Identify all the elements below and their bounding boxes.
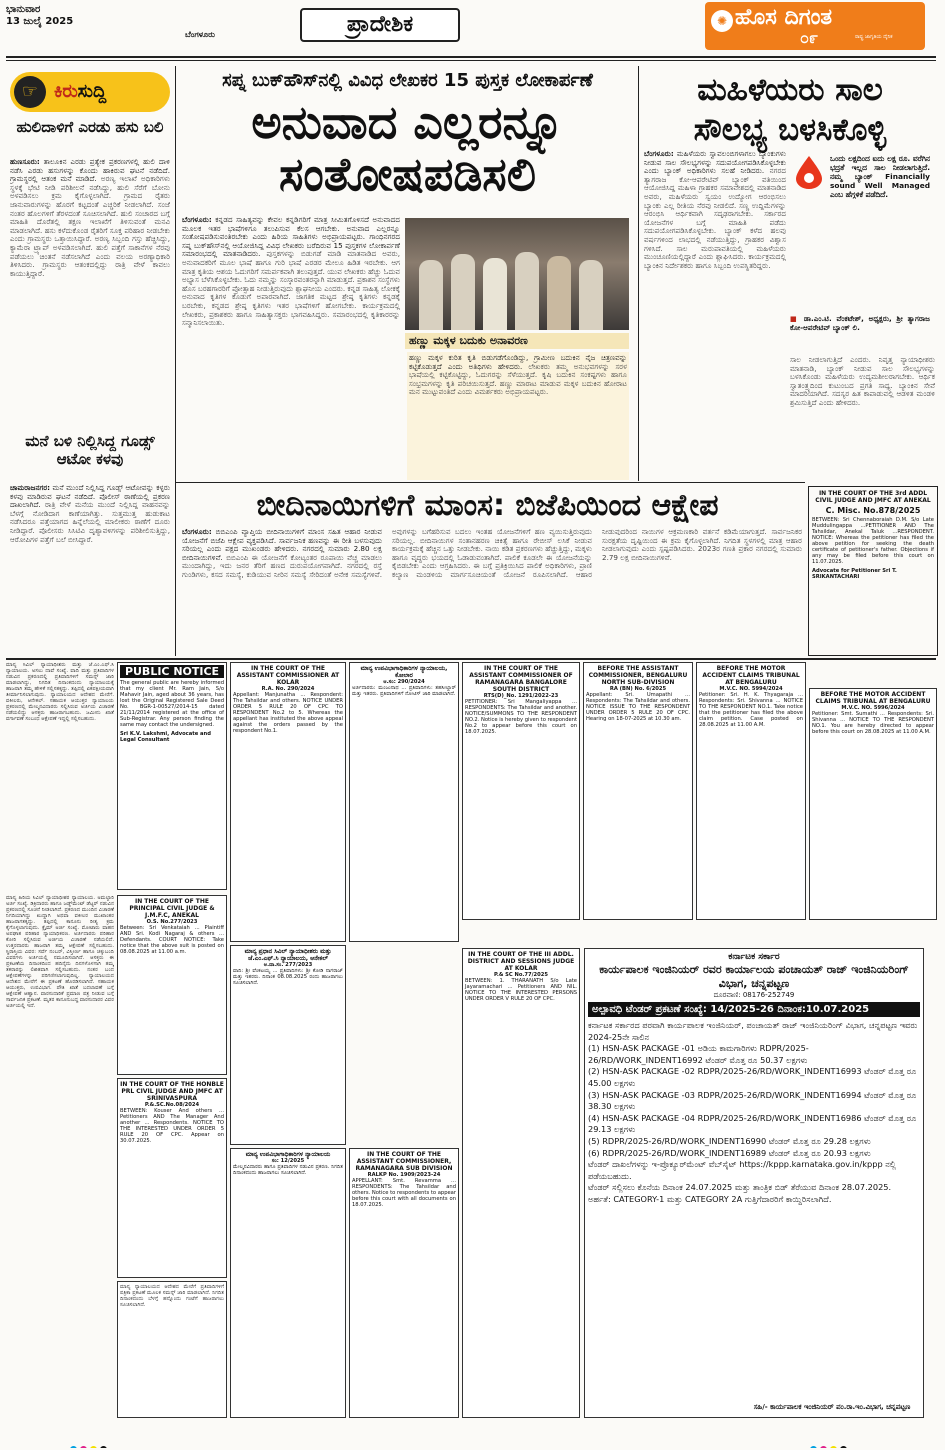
right-story-headline: ಮಹಿಳೆಯರು ಸಾಲ ಸೌಲಭ್ಯ ಬಳಸಿಕೊಳ್ಳಿ [693, 72, 887, 148]
public-notice-advocate: Sri K.V. Lakshmi, Advocate and Legal Consultant [120, 731, 211, 743]
main-story-body: ಬೆಂಗಳೂರು: ಕನ್ನಡದ ಸಾಹಿತ್ಯವನ್ನು ಕೇವಲ ಕನ್ನಡಿಗರಿಗೆ ಮಾತ್ರ ಸೀಮಿತಗೊಳಿಸದೆ ಅನುವಾದದ ಮೂಲಕ ಇತರ ಭಾಷೆಗಳಿಗೂ ತಲುಪಿಸುವ ಕೆಲಸ ಆಗಬೇಕು. ಅನುವಾದ ಎಲ್ಲರನ್ನೂ ಸಂತೋಷಪಡಿಸುವಂತಿರಬೇಕು ಎಂದು ಹಿರಿಯ ಸಾಹಿತಿಗಳು ಅಭಿಪ್ರಾಯಪಟ್ಟರು. ಗಾಂಧಿನಗರದ ಸಪ್ನ ಬುಕ್‌ಹೌಸ್‌ನಲ್ಲಿ ಆಯೋಜಿಸಿದ್ದ ವಿವಿಧ ಲೇಖಕರು ಬರೆದಿರುವ 15 ಪುಸ್ತಕಗಳ ಲೋಕಾರ್ಪಣೆ ಸಮಾರಂಭದಲ್ಲಿ ಮಾತನಾಡಿದರು. ಪುಸ್ತಕಗಳನ್ನು ಬಿಡುಗಡೆ ಮಾಡಿ ಮಾತನಾಡಿದ ಅವರು, ಅನುವಾದಕರಿಗೆ ಮೂಲ ಭಾಷೆ ಹಾಗೂ ಗುರಿ ಭಾಷೆ ಎರಡರ ಮೇಲೂ ಹಿಡಿತ ಇರಬೇಕು. ಆಗ ಮಾತ್ರ ಕೃತಿಯ ಆಶಯ ಓದುಗರಿಗೆ ಸಮರ್ಪಕವಾಗಿ ತಲುಪುತ್ತದೆ. ಯುವ ಲೇಖಕರು ಹೆಚ್ಚು ಓದುವ ಅಭ್ಯಾಸ ಬೆಳೆಸಿಕೊಳ್ಳಬೇಕು. ಓದು ನಮ್ಮನ್ನು ಸಂಸ್ಕಾರವಂತರನ್ನಾಗಿ ಮಾಡುತ್ತದೆ. ಪ್ರಕಾಶನ ಸಂಸ್ಥೆಗಳು ಹೊಸ ಬರಹಗಾರರಿಗೆ ಪ್ರೋತ್ಸಾಹ ನೀಡುತ್ತಿರುವುದು ಶ್ಲಾಘನೀಯ ಎಂದರು. ಕನ್ನಡ ಸಾಹಿತ್ಯ ಲೋಕಕ್ಕೆ ಅನುವಾದ ಕೃತಿಗಳ ಕೊಡುಗೆ ಅಪಾರವಾಗಿದೆ. ಜಾಗತಿಕ ಮಟ್ಟದ ಶ್ರೇಷ್ಠ ಕೃತಿಗಳು ಕನ್ನಡಕ್ಕೆ ಬರಬೇಕು, ಕನ್ನಡದ ಶ್ರೇಷ್ಠ ಕೃತಿಗಳು ಇತರ ಭಾಷೆಗಳಿಗೆ ಹೋಗಬೇಕು. ಕಾರ್ಯಕ್ರಮದಲ್ಲಿ ಲೇಖಕರು, ಪ್ರಕಾಶಕರು ಹಾಗೂ ಸಾಹಿತ್ಯಾಸಕ್ತರು ಭಾಗವಹಿಸಿದ್ದರು. ಸಮಾರಂಭದಲ್ಲಿ ಕೃತಿಕಾರರನ್ನು ಸನ್ಮಾನಿಸಲಾಯಿತು. [182, 216, 400, 328]
bank-drop-icon [790, 154, 828, 190]
header-rule [6, 56, 936, 58]
main-story-kicker: ಸಪ್ನ ಬುಕ್‌ಹೌಸ್‌ನಲ್ಲಿ ವಿವಿಧ ಲೇಖಕರ 15 ಪುಸ್ತಕ ಲೋಕಾರ್ಪಣೆ [222, 70, 593, 91]
tender-line: (3) HSN-ASK PACKAGE -03 RDPR/2025-26/RD/WORK_INDENT16994 ಟೆಂಡರ್ ಮೊತ್ತ ರೂ 38.30 ಲಕ್ಷಗಳು [588, 1089, 917, 1112]
story-auto-headline: ಮನೆ ಬಳಿ ನಿಲ್ಲಿಸಿದ್ದ ಗೂಡ್ಸ್ ಆಟೋ ಕಳವು [25, 432, 155, 468]
tender-signature: ಸಹಿ/- ಕಾರ್ಯಪಾಲಕ ಇಂಜಿನಿಯರ್ ಪಂ.ರಾ.ಇಂ.ವಿಭಾಗ, ಚನ್ನಪಟ್ಟಣ [753, 1403, 911, 1411]
bank-side-quote: ಒಂದು ಲಕ್ಷದಿಂದ ಐದು ಲಕ್ಷ ರೂ. ವರೆಗಿನ ಭದ್ರತೆ ಇಲ್ಲದ ಸಾಲ ನೀಡಲಾಗುತ್ತಿದೆ. ನಮ್ಮ ಬ್ಯಾಂಕ್ Financially sound Well Managed ಎಂಬ ಹೆಗ್ಗಳಿಕೆ ಪಡೆದಿದೆ. [830, 154, 930, 199]
kiru-suddi-label: ಕಿರುಸುದ್ದಿ [54, 81, 107, 102]
kiru-suddi-badge [10, 72, 170, 112]
notice-n8: ಮಾನ್ಯ ಪ್ರಧಾನ ಸಿವಿಲ್ ನ್ಯಾಯಾಧೀಶರು ಮತ್ತು ಜೆ.ಎಂ.ಎಫ್.ಸಿ ನ್ಯಾಯಾಲಯ, ಆನೇಕಲ್ ಅ.ದಾ.ಸಂ. 277/2023 ವಾದಿ: ಶ್ರೀ ವೆಂಕಟಯ್ಯ ... ಪ್ರತಿವಾದಿಗಳು: ಶ್ರೀ ಕೋಡಿ ನಾಗರಾಜ್ ಮತ್ತು ಇತರರು. ದಿನಾಂಕ 08.08.2025 ರಂದು ಹಾಜರಾಗಲು ಸೂಚಿಸಲಾಗಿದೆ. [230, 945, 346, 1145]
cmisc-advocate: Advocate for Petitioner Sri T. SRIKANTACHARI [812, 568, 897, 580]
tender-office: ಕಾರ್ಯಪಾಲಕ ಇಂಜಿನಿಯರ್ ರವರ ಕಾರ್ಯಾಲಯ ಪಂಚಾಯತ್ ರಾಜ್ ಇಂಜಿನಿಯರಿಂಗ್ ವಿಭಾಗ, ಚನ್ನಪಟ್ಟಣ [599, 963, 909, 990]
section-rule [175, 482, 805, 483]
tender-line: ಅರ್ಹತೆ: CATEGORY-1 ಮತ್ತು CATEGORY 2A ಗುತ್ತಿಗೆದಾರರಿಗೆ ಕಾಯ್ದಿರಿಸಲಾಗಿದೆ. [588, 1193, 832, 1204]
fruit-story-headline: ಹಣ್ಣು ಮಕ್ಕಳ ಬದುಕು ಅನಾವರಣ [405, 333, 629, 349]
story-tiger-body: ಹುಣಸೂರು: ತಾಲೂಕಿನ ಎರಡು ಪ್ರತ್ಯೇಕ ಪ್ರಕರಣಗಳಲ್ಲಿ ಹುಲಿ ದಾಳಿ ನಡೆಸಿ ಎರಡು ಹಸುಗಳನ್ನು ಕೊಂದು ಹಾಕಿರುವ ಘಟನೆ ನಡೆದಿದೆ. ಗ್ರಾಮಸ್ಥರಲ್ಲಿ ಆತಂಕ ಮನೆ ಮಾಡಿದೆ. ಅರಣ್ಯ ಇಲಾಖೆ ಅಧಿಕಾರಿಗಳು ಸ್ಥಳಕ್ಕೆ ಭೇಟಿ ನೀಡಿ ಪರಿಶೀಲನೆ ನಡೆಸಿದ್ದು, ಹುಲಿ ಸೆರೆಗೆ ಬೋನು ಅಳವಡಿಸಲು ಕ್ರಮ ಕೈಗೊಳ್ಳಲಾಗಿದೆ. ಗ್ರಾಮದ ರೈತರು ಜಾನುವಾರುಗಳನ್ನು ಹೊರಗೆ ಕಟ್ಟದಂತೆ ಎಚ್ಚರಿಕೆ ನೀಡಲಾಗಿದೆ. ಸಂಜೆ ನಂತರ ಹೊಲಗಳಿಗೆ ತೆರಳದಂತೆ ಸೂಚಿಸಲಾಗಿದೆ. ಹುಲಿ ಸಂಚಾರದ ಬಗ್ಗೆ ಮಾಹಿತಿ ದೊರೆತಲ್ಲಿ ತಕ್ಷಣ ಇಲಾಖೆಗೆ ತಿಳಿಸುವಂತೆ ಮನವಿ ಮಾಡಲಾಗಿದೆ. ಹಸು ಕಳೆದುಕೊಂಡ ರೈತರಿಗೆ ಸೂಕ್ತ ಪರಿಹಾರ ನೀಡಬೇಕು ಎಂದು ಗ್ರಾಮಸ್ಥರು ಒತ್ತಾಯಿಸಿದ್ದಾರೆ. ಅರಣ್ಯ ಸಿಬ್ಬಂದಿ ಗಸ್ತು ಹೆಚ್ಚಿಸಿದ್ದು, ಕ್ಯಾಮೆರಾ ಟ್ರ್ಯಾಪ್ ಅಳವಡಿಸಲಾಗಿದೆ. ಹುಲಿ ಪತ್ತೆಗೆ ಸಾಕಾನೆಗಳ ನೆರವು ಪಡೆಯಲು ಚಿಂತನೆ ನಡೆಸಲಾಗಿದೆ ಎಂದು ವಲಯ ಅರಣ್ಯಾಧಿಕಾರಿ ತಿಳಿಸಿದರು. ಗ್ರಾಮಸ್ಥರು ಆತಂಕದಲ್ಲಿದ್ದು ರಾತ್ರಿ ವೇಳೆ ಕಾವಲು ಕಾಯುತ್ತಿದ್ದಾರೆ. [10, 158, 170, 278]
column-divider [638, 66, 639, 481]
notice-n11: IN THE COURT OF THE III ADDL. DISTRICT AND SESSIONS JUDGE AT KOLAR P.& SC No.77/2025 BETWEEN: 1. THARANATH S/o Late Jayaramachari ... Petitioners AND NIL. NOTICE TO THE INTERESTED PERSONS UNDER ORDER V RULE 20 OF CPC. [462, 948, 580, 1418]
registration-dots [810, 1438, 870, 1448]
notice-n6: BEFORE THE MOTOR ACCIDENT CLAIMS TRIBUNAL AT BENGALURU M.V.C. NO. 5996/2024 Petitioner: Smt. Sumathi ... Respondents: Sri. Shivanna ... NOTICE TO THE RESPONDENT NO.1. You are hereby directed to appear before this court on 28.08.2025 at 11.00 A.M. [809, 688, 937, 920]
notice-n12: ಮಾನ್ಯ ಉಪವಿಭಾಗಾಧಿಕಾರಿಗಳ ನ್ಯಾಯಾಲಯ ಸಂ: 12/2025 ಮೇಲ್ಮನವಿದಾರರು ಹಾಗೂ ಪ್ರತಿವಾದಿಗಳ ನಡುವಿನ ಪ್ರಕರಣ. ನಿಗದಿತ ದಿನಾಂಕದಂದು ಹಾಜರಾಗಲು ಸೂಚಿಸಲಾಗಿದೆ. [230, 1148, 346, 1418]
registration-dots [70, 1438, 130, 1448]
tender-line: ಟೆಂಡರ್ ದಾಖಲೆಗಳನ್ನು ಇ-ಪ್ರೊಕ್ಯೂರ್‌ಮೆಂಟ್ ವೆಬ್‌ಸೈಟ್ https://kppp.karnataka.gov.in/kppp ನಲ್ಲಿ ಪಡೆಯಬಹುದು. [588, 1159, 896, 1181]
public-notice-title: PUBLIC NOTICE [120, 665, 224, 678]
notice-filler-text: ಮಾನ್ಯ ನ್ಯಾಯಾಲಯದ ಆದೇಶದ ಮೇರೆಗೆ ಪ್ರತಿವಾದಿಗಳಿಗೆ ಪತ್ರಿಕಾ ಪ್ರಕಟಣೆ ಮೂಲಕ ಸಮನ್ಸ್ ಜಾರಿ ಮಾಡಲಾಗಿದೆ. ನಿಗದಿತ ದಿನಾಂಕದಂದು ಬೆಳಗ್ಗೆ ಹನ್ನೊಂದು ಗಂಟೆಗೆ ಹಾಜರಾಗಲು ಸೂಚಿಸಲಾಗಿದೆ. [120, 1284, 224, 1308]
notice-n9: IN THE COURT OF THE HONBLE PRL CIVIL JUDGE AND JMFC AT SRINIVASPURA P.&.SC.No.08/2024 BETWEEN: Kouser And others ... Petitioners AND The Manager And another ... Respondents. NOTICE TO THE INTERESTED UNDER ORDER 5 RULE 20 OF CPC. Appear on 30.07.2025. [117, 1078, 227, 1278]
tender-number-bar: ಅಲ್ಪಾವಧಿ ಟೆಂಡರ್ ಪ್ರಕಟಣೆ ಸಂಖ್ಯೆ: 14/2025-26 ದಿನಾಂಕ:10.07.2025 [588, 1002, 920, 1017]
tender-line: (6) RDPR/2025-26/RD/WORK_INDENT16989 ಟೆಂಡರ್ ಮೊತ್ತ ರೂ 20.93 ಲಕ್ಷಗಳು [588, 1147, 871, 1158]
tender-line: ಕರ್ನಾಟಕ ಸರ್ಕಾರದ ಪರವಾಗಿ ಕಾರ್ಯಪಾಲಕ ಇಂಜಿನಿಯರ್, ಪಂಚಾಯತ್ ರಾಜ್ ಇಂಜಿನಿಯರಿಂಗ್ ವಿಭಾಗ, ಚನ್ನಪಟ್ಟಣ ಇವರು 2024-25ನೇ ಸಾಲಿನ [588, 1020, 918, 1042]
right-story-body-cont: ಸಾಲ ನೀಡಲಾಗುತ್ತಿದೆ ಎಂದರು. ನಿವೃತ್ತ ನ್ಯಾಯಾಧೀಶರು ಮಾತನಾಡಿ, ಬ್ಯಾಂಕ್ ನೀಡುವ ಸಾಲ ಸೌಲಭ್ಯಗಳನ್ನು ಬಳಸಿಕೊಂಡು ಮಹಿಳೆಯರು ಉದ್ಯಮಶೀಲರಾಗಬೇಕು. ಆರ್ಥಿಕ ಸ್ವಾತಂತ್ರ್ಯದಿಂದ ಕುಟುಂಬದ ಪ್ರಗತಿ ಸಾಧ್ಯ. ಬ್ಯಾಂಕಿನ ಸೇವೆ ಮಾದರಿಯಾಗಿದೆ. ಸದಸ್ಯರ ಹಿತ ಕಾಪಾಡುವಲ್ಲಿ ಆಡಳಿತ ಮಂಡಳಿ ಶ್ರಮಿಸುತ್ತಿದೆ ಎಂದು ಹೇಳಿದರು. [790, 356, 935, 407]
book-release-photo [405, 218, 629, 330]
day: ಭಾನುವಾರ [6, 4, 41, 15]
notice-filler-text: ಮಾನ್ಯ ಹಿರಿಯ ಸಿವಿಲ್ ನ್ಯಾಯಾಧೀಶರ ನ್ಯಾಯಾಲಯ. ಅಮಲ್ಜಾರಿ ಅರ್ಜಿ ಸಂಖ್ಯೆ. ಡಿಕ್ರಿದಾರರು ಹಾಗೂ ಜಡ್ಜ್‌ಮೆಂಟ್ ಡೆಟ್ಟರ್ ನಡುವಿನ ಪ್ರಕರಣದಲ್ಲಿ ಸೂಚನೆ ನೀಡಲಾಗಿದೆ. ಪ್ರಕರಣದ ಮುಂದಿನ ವಿಚಾರಣೆ ನಿಗದಿಯಾಗಿದ್ದು ಖುದ್ದಾಗಿ ಅಥವಾ ವಕೀಲರ ಮುಖಾಂತರ ಹಾಜರಾಗತಕ್ಕದ್ದು. ತಪ್ಪಿದಲ್ಲಿ ಕಾನೂನು ರೀತ್ಯ ಕ್ರಮ ಕೈಗೊಳ್ಳಲಾಗುವುದು. ಕ್ಲೈಮ್ ಅರ್ಜಿ ಸಂಖ್ಯೆ. ಮೋಟಾರು ವಾಹನ ಅಪಘಾತ ಪರಿಹಾರ ನ್ಯಾಯಾಧಿಕರಣ. ಅರ್ಜಿದಾರರು ಪರಿಹಾರ ಕೋರಿ ಸಲ್ಲಿಸಿರುವ ಅರ್ಜಿಯ ವಿಚಾರಣೆ ನಡೆಯಲಿದೆ. ಉತ್ತರದಾರರು ಹಾಜರಾಗಿ ತಮ್ಮ ಆಕ್ಷೇಪಣೆ ಸಲ್ಲಿಸಬಹುದು. ಸ್ಥಿರಾಸ್ತಿಯ ವಿವರ: ಸರ್ವೆ ನಂಬರ್, ವಿಸ್ತೀರ್ಣ ಹಾಗೂ ಚಕ್ಕುಬಂದಿ ವಿವರಗಳು ಅರ್ಜಿಯಲ್ಲಿ ನಮೂದಿಸಲಾಗಿದೆ. ಆಸಕ್ತರು ಈ ಪ್ರಕಟಣೆಯ ದಿನಾಂಕದಿಂದ ಹದಿನೈದು ದಿನಗಳೊಳಗಾಗಿ ತಮ್ಮ ತಕರಾರನ್ನು ಲಿಖಿತವಾಗಿ ಸಲ್ಲಿಸಬಹುದು. ನಂತರ ಬಂದ ಆಕ್ಷೇಪಣೆಗಳನ್ನು ಪರಿಗಣಿಸಲಾಗುವುದಿಲ್ಲ. ನ್ಯಾಯಾಲಯದ ಆದೇಶದ ಮೇರೆಗೆ ಈ ಪ್ರಕಟಣೆ ಹೊರಡಿಸಲಾಗಿದೆ. ಸಹಾಯಕ ಆಯುಕ್ತರು, ಉಪವಿಭಾಗ. ಪೌತಿ ಖಾತೆ ಬದಲಾವಣೆ ಬಗ್ಗೆ ಆಕ್ಷೇಪಣೆ ಆಹ್ವಾನ. ವಾರಸುದಾರಿಕೆ ಪ್ರಮಾಣ ಪತ್ರ ನೀಡುವ ಬಗ್ಗೆ ಸಾರ್ವಜನಿಕ ಪ್ರಕಟಣೆ. ಮೃತರ ಕಾನೂನುಬದ್ಧ ವಾರಸುದಾರರ ವಿವರ ಅರ್ಜಿಯಲ್ಲಿ ಇದೆ. [6, 895, 114, 1009]
photo-person [547, 256, 571, 330]
notice-column-kannada [6, 662, 114, 892]
section-title: ಪ್ರಾದೇಶಿಕ [300, 8, 460, 42]
cmisc-notice [808, 486, 938, 656]
bank-promo-box [790, 150, 930, 340]
tender-line: (4) HSN-ASK PACKAGE -04 RDPR/2025-26/RD/WORK_INDENT16986 ಟೆಂಡರ್ ಮೊತ್ತ ರೂ 29.13 ಲಕ್ಷಗಳು [588, 1112, 917, 1135]
notice-n7: IN THE COURT OF THE PRINCIPAL CIVIL JUDGE & J.M.F.C, ANEKAL O.S. No.277/2023 Between: Sri Venkataiah ... Plaintiff AND Sri. Kodi Nagaraj & others ... Defendants. COURT NOTICE: Take notice that the above suit is posted on 08.08.2025 at 11.00 a.m. [117, 895, 227, 1075]
cmisc-case: C. Misc. No.878/2025 [825, 506, 921, 515]
photo-person [515, 252, 539, 330]
tender-notice [584, 948, 924, 1418]
notice-n10: IN THE COURT OF THE ASSISTANT COMMISSIONER, RAMANAGARA SUB DIVISION RALKP No. 1909/2023-24 APPELLANT: Smt. Revamma ... RESPONDENTS: The Tahsildar and others. Notice to respondents to appear before this court with all documents on 18.07.2025. [349, 1148, 459, 1418]
tender-gov: ಕರ್ನಾಟಕ ಸರ್ಕಾರ [728, 952, 780, 962]
sun-icon: ✺ [711, 10, 733, 32]
date: 13 ಜುಲೈ 2025 [6, 16, 74, 27]
right-story-body: ಬೆಂಗಳೂರು: ಮಹಿಳೆಯರು ಸ್ವಾವಲಂಬಿಗಳಾಗಲು ಬ್ಯಾಂಕುಗಳು ನೀಡುವ ಸಾಲ ಸೌಲಭ್ಯಗಳನ್ನು ಸದುಪಯೋಗಪಡಿಸಿಕೊಳ್ಳಬೇಕು ಎಂದು ಬ್ಯಾಂಕ್ ಅಧಿಕಾರಿಗಳು ಸಲಹೆ ನೀಡಿದರು. ನಗರದ ತ್ಯಾಗರಾಜ ಕೋ-ಆಪರೇಟಿವ್ ಬ್ಯಾಂಕ್ ವತಿಯಿಂದ ಆಯೋಜಿಸಿದ್ದ ಮಹಿಳಾ ಗ್ರಾಹಕರ ಸಮಾವೇಶದಲ್ಲಿ ಮಾತನಾಡಿದ ಅವರು, ಮಹಿಳೆಯರು ಸ್ವಯಂ ಉದ್ಯೋಗ ಆರಂಭಿಸಲು ಬ್ಯಾಂಕು ಎಲ್ಲ ರೀತಿಯ ನೆರವು ನೀಡಲಿದೆ. ಸಣ್ಣ ಉದ್ದಿಮೆಗಳನ್ನು ಆರಂಭಿಸಿ ಆರ್ಥಿಕವಾಗಿ ಸದೃಢರಾಗಬೇಕು. ಸರ್ಕಾರದ ಯೋಜನೆಗಳ ಬಗ್ಗೆ ಮಾಹಿತಿ ಪಡೆದು ಸದುಪಯೋಗಪಡಿಸಿಕೊಳ್ಳಬೇಕು. ಬ್ಯಾಂಕ್ ಕಳೆದ ಹಲವು ವರ್ಷಗಳಿಂದ ಲಾಭದಲ್ಲಿ ನಡೆಯುತ್ತಿದ್ದು, ಗ್ರಾಹಕರ ವಿಶ್ವಾಸ ಗಳಿಸಿದೆ. ಸಾಲ ಮರುಪಾವತಿಯಲ್ಲಿ ಮಹಿಳೆಯರು ಮುಂಚೂಣಿಯಲ್ಲಿದ್ದಾರೆ ಎಂದು ಶ್ಲಾಘಿಸಿದರು. ಕಾರ್ಯಕ್ರಮದಲ್ಲಿ ಬ್ಯಾಂಕಿನ ನಿರ್ದೇಶಕರು ಹಾಗೂ ಸಿಬ್ಬಂದಿ ಉಪಸ್ಥಿತರಿದ್ದರು. [644, 150, 786, 270]
story-auto-body: ಚಾಮರಾಜನಗರ: ಮನೆ ಮುಂದೆ ನಿಲ್ಲಿಸಿದ್ದ ಗೂಡ್ಸ್ ಆಟೋವನ್ನು ಕಳ್ಳರು ಕಳವು ಮಾಡಿರುವ ಘಟನೆ ನಡೆದಿದೆ. ಪೊಲೀಸ್ ಠಾಣೆಯಲ್ಲಿ ಪ್ರಕರಣ ದಾಖಲಾಗಿದೆ. ರಾತ್ರಿ ವೇಳೆ ಮನೆಯ ಮುಂದೆ ನಿಲ್ಲಿಸಿದ್ದ ವಾಹನವನ್ನು ಬೆಳಗ್ಗೆ ನೋಡಿದಾಗ ಕಾಣೆಯಾಗಿತ್ತು. ಸುತ್ತಮುತ್ತ ಹುಡುಕಾಟ ನಡೆಸಿದರೂ ಪತ್ತೆಯಾಗದ ಹಿನ್ನೆಲೆಯಲ್ಲಿ ಮಾಲೀಕರು ಠಾಣೆಗೆ ದೂರು ನೀಡಿದ್ದಾರೆ. ಪೊಲೀಸರು ಸಿಸಿಟಿವಿ ದೃಶ್ಯಾವಳಿಗಳನ್ನು ಪರಿಶೀಲಿಸುತ್ತಿದ್ದು, ಆರೋಪಿಗಳ ಪತ್ತೆಗೆ ಬಲೆ ಬೀಸಿದ್ದಾರೆ. [10, 484, 170, 544]
notice-n5: BEFORE THE MOTOR ACCIDENT CLAIMS TRIBUNAL AT BENGALURU M.V.C. NO. 5994/2024 Petitioner: Sri. H. K. Thyagaraja ... Respondents: Sri. Shivanna ... NOTICE TO THE RESPONDENT NO.1. Take notice that the petitioner has filed the above claim petition. Case posted on 28.08.2025 at 11.00 A.M. [696, 662, 806, 920]
tagline: ರಾಷ್ಟ್ರ ಜಾಗೃತಿಯ ದೈನಿಕ [855, 34, 893, 40]
photo-person [483, 258, 507, 330]
notice-n3: IN THE COURT OF THE ASSISTANT COMMISSIONER OF RAMANAGARA BANGALORE SOUTH DISTRICT RTS(D)_No. 1291/2022-23 PETITIONER: Sri Mangaliyappa ... RESPONDENTS: The Tahsildar and another. NOTICE/SUMMONS TO THE RESPONDENT NO.2. Notice is hereby given to respondent No.2 to appear before this court on 18.07.2025. [462, 662, 580, 920]
notice-n1: IN THE COURT OF THE ASSISTANT COMMISSIONER AT KOLAR R.A. No. 290/2024 Appellant: Manjunatha ... Respondent: The Tahsildar and others. NOTICE UNDER ORDER 5 RULE 20 OF CPC TO RESPONDENT No.2 to 5. Whereas the appellant has instituted the above appeal against the orders passed by the respondent No.1. [230, 662, 346, 942]
square-bullet-icon: ■ [790, 315, 800, 323]
tender-phone: ದೂರವಾಣಿ: 08176-252749 [713, 991, 795, 999]
tender-line: ಟೆಂಡರ್ ಸಲ್ಲಿಸಲು ಕೊನೆಯ ದಿನಾಂಕ 24.07.2025 ಮತ್ತು ತಾಂತ್ರಿಕ ಬಿಡ್ ತೆರೆಯುವ ದಿನಾಂಕ 28.07.2025. [588, 1182, 892, 1193]
tender-line: (2) HSN-ASK PACKAGE -02 RDPR/2025-26/RD/WORK_INDENT16993 ಟೆಂಡರ್ ಮೊತ್ತ ರೂ 45.00 ಲಕ್ಷಗಳು [588, 1066, 917, 1088]
quote-author: ■ ಡಾ.ಎಂ.ಟಿ. ವೆಂಕಟೇಶ್, ಅಧ್ಯಕ್ಷರು, ಶ್ರೀ ತ್ಯಾಗರಾಜ ಕೋ-ಆಪರೇಟಿವ್ ಬ್ಯಾಂಕ್ ಲಿ. [790, 315, 930, 332]
public-notice-body: The general public are hereby informed that my client Mr. Ram Jain, S/o Mahavir Jain, aged about 36 years, has lost the Original Registered Sale Deed No. BGR-1-00527/2014-15 dated 21/11/2014 registered at the office of Sub-Registrar. Any person finding the same may contact the undersigned. [120, 680, 224, 728]
city: ಬೆಂಗಳೂರು [185, 30, 215, 39]
notices-rule [6, 658, 936, 660]
tender-line: (1) HSN-ASK PACKAGE -01 ಅಡಿಯ ಕಾಮಗಾರಿಗಳು RDPR/2025-26/RD/WORK_INDENT16992 ಟೆಂಡರ್ ಮೊತ್ತ ರೂ 50.37 ಲಕ್ಷಗಳು [588, 1043, 809, 1065]
cmisc-body: BETWEEN: Sri Chennaboraiah D.M. S/o Late Muddulingappa ...PETITIONER AND The Tahsildar, Anekal Taluk ...RESPONDENT. NOTICE: Whereas the petitioner has filed the above petition for seeking the death certificate of petitioner's father. Objections if any may be filed before this court on 11.07.2025. [812, 517, 934, 565]
notice-n4: BEFORE THE ASSISTANT COMMISSIONER, BENGALURU NORTH SUB-DIVISION RA (BN) No. 6/2025 Appellant: Sri. Umapathi ... Respondents: The Tahsildar and others. NOTICE ISSUE TO THE RESPONDENT UNDER ORDER 5 RULE 20 OF CPC. Hearing on 18-07-2025 at 10.30 am. [583, 662, 693, 920]
fruit-story-body: ಹಣ್ಣು ಮಕ್ಕಳ ಕುರಿತ ಕೃತಿ ಬಿಡುಗಡೆಗೊಂಡಿದ್ದು, ಗ್ರಾಮೀಣ ಬದುಕಿನ ನೈಜ ಚಿತ್ರಣವನ್ನು ಕಟ್ಟಿಕೊಡುತ್ತದೆ ಎಂದು ಅತಿಥಿಗಳು ಹೇಳಿದರು. ಲೇಖಕರು ತಮ್ಮ ಅನುಭವಗಳನ್ನು ಸರಳ ಭಾಷೆಯಲ್ಲಿ ಕಟ್ಟಿಕೊಟ್ಟಿದ್ದು, ಓದುಗರನ್ನು ಸೆಳೆಯುತ್ತದೆ. ಕೃಷಿ ಬದುಕಿನ ಸಂಕಷ್ಟಗಳು ಹಾಗೂ ಸಂಭ್ರಮಗಳನ್ನು ಕೃತಿ ಪರಿಚಯಿಸುತ್ತದೆ. ಹಣ್ಣು ಮಾರಾಟ ಮಾಡುವ ಮಕ್ಕಳ ಬದುಕಿನ ಹೋರಾಟ ಮನ ಮುಟ್ಟುವಂತಿದೆ ಎಂದು ವಿಮರ್ಶಕರು ಅಭಿಪ್ರಾಯಪಟ್ಟರು. [407, 352, 629, 480]
cmisc-court: IN THE COURT OF THE 3rd ADDL CIVIL JUDGE AND JMFC AT ANEKAL [815, 490, 931, 504]
main-story-headline: ಅನುವಾದ ಎಲ್ಲರನ್ನೂ ಸಂತೋಷಪಡಿಸಲಿ [251, 96, 564, 201]
notice-n2: ಮಾನ್ಯ ಉಪವಿಭಾಗಾಧಿಕಾರಿಗಳ ನ್ಯಾಯಾಲಯ, ಕೋಲಾರ ಆ.ಸಂ: 290/2024 ಅರ್ಜಿದಾರರು: ಮಂಜುನಾಥ ... ಪ್ರತಿವಾದಿಗಳು: ತಹಸೀಲ್ದಾರ್ ಮತ್ತು ಇತರರು. ಪ್ರತಿವಾದಿಗಳಿಗೆ ನೋಟಿಸ್ ಜಾರಿ ಮಾಡಲಾಗಿದೆ. [349, 662, 459, 942]
masthead-date-block [6, 4, 126, 42]
photo-person [451, 254, 475, 330]
paper-logo [705, 2, 925, 50]
page-number: ೦೯ [800, 28, 818, 47]
beedi-story-headline: ಬೀದಿನಾಯಿಗಳಿಗೆ ಮಾಂಸ: ಬಿಜೆಪಿಯಿಂದ ಆಕ್ಷೇಪ [256, 488, 719, 523]
beedi-story-body: ಬೆಂಗಳೂರು: ಬಿಬಿಎಂಪಿ ವ್ಯಾಪ್ತಿಯ ಬೀದಿನಾಯಿಗಳಿಗೆ ಮಾಂಸ ಸಹಿತ ಆಹಾರ ನೀಡುವ ಯೋಜನೆಗೆ ಬಿಜೆಪಿ ಆಕ್ಷೇಪ ವ್ಯಕ್ತಪಡಿಸಿದೆ. ಸಾರ್ವಜನಿಕ ಹಣವನ್ನು ಈ ರೀತಿ ಬಳಸುವುದು ಸರಿಯಲ್ಲ ಎಂದು ಪಕ್ಷದ ಮುಖಂಡರು ಹೇಳಿದರು. ನಗರದಲ್ಲಿ ಸುಮಾರು 2.80 ಲಕ್ಷ ಬೀದಿನಾಯಿಗಳಿವೆ. ಬಿಬಿಎಂಪಿ ಈ ಯೋಜನೆಗೆ ಕೋಟ್ಯಂತರ ರೂಪಾಯಿ ವೆಚ್ಚ ಮಾಡಲು ಮುಂದಾಗಿದ್ದು, ಇದು ಜನರ ತೆರಿಗೆ ಹಣದ ದುರುಪಯೋಗವಾಗಿದೆ. ನಗರದಲ್ಲಿ ರಸ್ತೆ ಗುಂಡಿಗಳು, ಕಸದ ಸಮಸ್ಯೆ, ಕುಡಿಯುವ ನೀರಿನ ಸಮಸ್ಯೆ ಸೇರಿದಂತೆ ಅನೇಕ ಸಮಸ್ಯೆಗಳಿವೆ. ಅವುಗಳನ್ನು ಬಗೆಹರಿಸುವ ಬದಲು ಇಂತಹ ಯೋಜನೆಗಳಿಗೆ ಹಣ ವ್ಯಯಿಸುತ್ತಿರುವುದು ಸರಿಯಲ್ಲ. ಬೀದಿನಾಯಿಗಳ ಸಂತಾನಹರಣ ಚಿಕಿತ್ಸೆ ಹಾಗೂ ರೇಬೀಸ್ ಲಸಿಕೆ ನೀಡುವ ಕಾರ್ಯಕ್ರಮಕ್ಕೆ ಹೆಚ್ಚಿನ ಒತ್ತು ನೀಡಬೇಕು. ನಾಯಿ ಕಡಿತ ಪ್ರಕರಣಗಳು ಹೆಚ್ಚುತ್ತಿದ್ದು, ಮಕ್ಕಳು ಹಾಗೂ ವೃದ್ಧರು ಭಯದಲ್ಲಿ ಓಡಾಡುವಂತಾಗಿದೆ. ಪಾಲಿಕೆ ಕೂಡಲೇ ಈ ಯೋಜನೆಯನ್ನು ಕೈಬಿಡಬೇಕು ಎಂದು ಆಗ್ರಹಿಸಿದರು. ಈ ಬಗ್ಗೆ ಪ್ರತಿಕ್ರಿಯಿಸಿದ ಪಾಲಿಕೆ ಅಧಿಕಾರಿಗಳು, ಪ್ರಾಣಿ ಕಲ್ಯಾಣ ಮಂಡಳಿಯ ಮಾರ್ಗಸೂಚಿಯಂತೆ ಯೋಜನೆ ರೂಪಿಸಲಾಗಿದೆ. ಆಹಾರ ನೀಡುವುದರಿಂದ ನಾಯಿಗಳ ಆಕ್ರಮಣಕಾರಿ ವರ್ತನೆ ಕಡಿಮೆಯಾಗುತ್ತದೆ. ಸಾರ್ವಜನಿಕರ ಸುರಕ್ಷತೆಯ ದೃಷ್ಟಿಯಿಂದ ಈ ಕ್ರಮ ಕೈಗೊಳ್ಳಲಾಗಿದೆ. ನಿಗದಿತ ಸ್ಥಳಗಳಲ್ಲಿ ಮಾತ್ರ ಆಹಾರ ನೀಡಲಾಗುವುದು ಎಂದು ಸ್ಪಷ್ಟಪಡಿಸಿದರು. 2023ರ ಗಣತಿ ಪ್ರಕಾರ ನಗರದಲ್ಲಿ ಸುಮಾರು 2.79 ಲಕ್ಷ ಬೀದಿನಾಯಿಗಳಿವೆ. [182, 528, 802, 579]
header-rule-thin [6, 60, 936, 61]
tender-line: (5) RDPR/2025-26/RD/WORK_INDENT16990 ಟೆಂಡರ್ ಮೊತ್ತ ರೂ 29.28 ಲಕ್ಷಗಳು [588, 1135, 871, 1146]
notice-extra [117, 1281, 227, 1418]
notice-column-kannada-2 [6, 895, 114, 1415]
notice-filler-text: ಮಾನ್ಯ ಸಿವಿಲ್ ನ್ಯಾಯಾಧೀಶರು ಮತ್ತು ಜೆ.ಎಂ.ಎಫ್.ಸಿ ನ್ಯಾಯಾಲಯ. ಅಸಲು ದಾವೆ ಸಂಖ್ಯೆ. ವಾದಿ ಮತ್ತು ಪ್ರತಿವಾದಿಗಳ ನಡುವಿನ ಪ್ರಕರಣದಲ್ಲಿ ಪ್ರತಿವಾದಿಗಳಿಗೆ ಸಮನ್ಸ್ ಜಾರಿ ಮಾಡಲಾಗಿದ್ದು, ನಿಗದಿತ ದಿನಾಂಕದಂದು ನ್ಯಾಯಾಲಯಕ್ಕೆ ಹಾಜರಾಗಿ ತಮ್ಮ ಹೇಳಿಕೆ ಸಲ್ಲಿಸತಕ್ಕದ್ದು. ತಪ್ಪಿದಲ್ಲಿ ಏಕಪಕ್ಷೀಯವಾಗಿ ತೀರ್ಮಾನಿಸಲಾಗುವುದು. ನ್ಯಾಯಾಲಯದ ಆದೇಶದ ಮೇರೆಗೆ. ವಕೀಲರು, ಆನೇಕಲ್. ಸಹಾಯಕ ಆಯುಕ್ತರ ನ್ಯಾಯಾಲಯ ಪ್ರಕರಣದಲ್ಲಿ ಮೇಲ್ಮನವಿದಾರರು ಸಲ್ಲಿಸಿರುವ ಅರ್ಜಿಯ ವಿಚಾರಣೆ ನಡೆಯಲಿದ್ದು ಆಸಕ್ತರು ಹಾಜರಾಗಬಹುದು. ಜಮೀನು ಖಾತೆ ವರ್ಗಾವಣೆ ಸಂಬಂಧ ಆಕ್ಷೇಪಣೆ ಇದ್ದಲ್ಲಿ ಸಲ್ಲಿಸಬಹುದು. [6, 662, 114, 722]
story-tiger-headline: ಹುಲಿದಾಳಿಗೆ ಎರಡು ಹಸು ಬಲಿ [16, 118, 164, 136]
paper-name: ಹೊಸ ದಿಗಂತ [735, 5, 833, 30]
photo-person [579, 260, 603, 330]
photo-person [419, 260, 443, 330]
public-notice [117, 662, 227, 890]
column-divider [175, 66, 176, 656]
pointing-hand-icon: ☞ [14, 76, 46, 108]
